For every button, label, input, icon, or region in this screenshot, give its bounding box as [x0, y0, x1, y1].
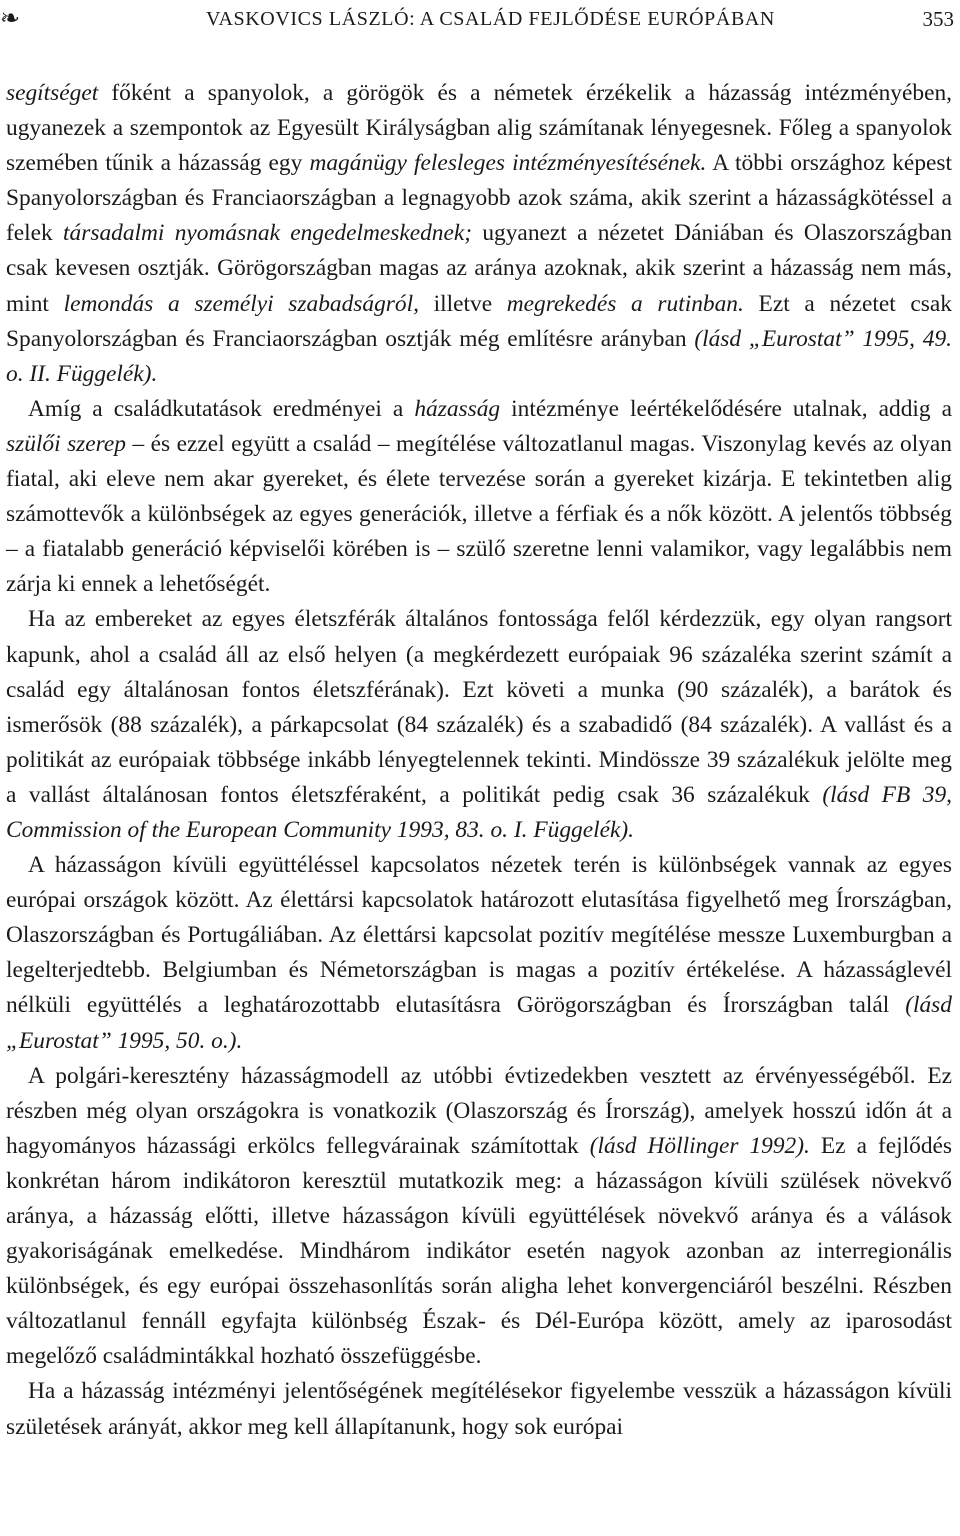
- text-run: – és ezzel együtt a család – megítélése változatlanul magas. Viszonylag kevés az olyan fiatal, aki eleve nem akar gyereket, és élete tervezése során a gyereket kizárja. E tekintetben alig számottevők a különbségek az egyes generációk, illetve a férfiak és a nők között. A jelentős többség – a fiatalabb generáció képviselői körében is – szülő szeretne lenni valamikor, vagy legalábbis nem zárja ki ennek a lehetőségét.: [6, 430, 952, 598]
- text-run: ugyanezt a nézetet Dániában és Olaszországban csak kevesen osztják. Görögországban magas az aránya azoknak, akik szerint a házasság nem más, mint: [6, 220, 953, 317]
- italic-run: (lásd Höllinger 1992).: [589, 1132, 810, 1159]
- body-text: [6, 76, 952, 1445]
- italic-run: lemondás a személyi szabadságról,: [63, 290, 419, 317]
- text-run: Amíg a családkutatások eredményei a: [28, 395, 415, 422]
- paragraph: [6, 392, 952, 603]
- italic-run: magánügy felesleges intézményesítésének.: [309, 150, 707, 177]
- italic-run: megrekedés a rutinban.: [506, 290, 744, 317]
- paragraph: [6, 1059, 952, 1375]
- paragraph: [6, 602, 952, 848]
- paragraph: [6, 1374, 952, 1444]
- text-run: Ha az embereket az egyes életszférák általános fontossága felől kérdezzük, egy olyan rangsort kapunk, ahol a család áll az első helyen (a megkérdezett európaiak 96 százaléka szerint számít a család egy általánosan fontos életszférának). Ezt követi a munka (90 százalék), a barátok és ismerősök (88 százalék), a párkapcsolat (84 százalék) és a szabadidő (84 százalék). A vallást és a politikát az európaiak többsége inkább lényegtelennek tekinti. Mindössze 39 százalékuk jelölte meg a vallást általánosan fontos életszféraként, a politikát pedig csak 36 százalékuk: [6, 606, 952, 808]
- text-run: főként a spanyolok, a görögök és a németek érzékelik a házasság intézményében, ugyanezek a szempontok az Egyesült Királyságban alig számítanak lényegesnek. Főleg a spanyolok szemében tűnik a házasság egy: [6, 80, 952, 177]
- running-header: [0, 4, 954, 34]
- running-title: VASKOVICS LÁSZLÓ: A CSALÁD FEJLŐDÉSE EURÓPÁBAN: [206, 7, 775, 30]
- italic-run: (lásd „Eurostat” 1995, 50. o.).: [6, 992, 952, 1054]
- text-run: A házasságon kívüli együttéléssel kapcsolatos nézetek terén is különbségek vannak az egyes európai országok között. Az élettársi kapcsolatok határozott elutasítása figyelhető meg Írországban, Olaszországban és Portugáliában. Az élettársi kapcsolat pozitív megítélése messze Luxemburgban a legelterjedtebb. Belgiumban és Németországban is magas a pozitív értékelése. A házasságlevél nélküli együttélés a leghatározottabb elutasításra Görögországban és Írországban talál: [6, 852, 952, 1019]
- paragraph: [6, 848, 952, 1059]
- italic-run: szülői szerep: [6, 430, 126, 457]
- italic-run: házasság: [414, 395, 501, 422]
- page-number: 353: [922, 6, 954, 31]
- fleuron-icon: ❧: [0, 6, 21, 32]
- italic-run: társadalmi nyomásnak engedelmeskednek;: [63, 220, 473, 247]
- italic-run: segítséget: [6, 80, 99, 106]
- italic-run: (lásd „Eurostat” 1995, 49. o. II. Függelék).: [6, 325, 953, 387]
- text-run: Ha a házasság intézményi jelentőségének megítélésekor figyelembe vesszük a házasságon kívüli születések arányát, akkor meg kell állapítanunk, hogy sok európai: [6, 1378, 952, 1440]
- text-run: A polgári-keresztény házasságmodell az utóbbi évtizedekben vesztett az érvényességéből. Ez részben még olyan országokra is vonatkozik (Olaszország és Írország), amelyek hosszú időn át a hagyományos házassági erkölcs fellegvárainak számítottak: [6, 1062, 952, 1159]
- italic-run: (lásd FB 39, Commission of the European Community 1993, 83. o. I. Függelék).: [6, 781, 952, 843]
- text-run: A többi országhoz képest Spanyolországban és Franciaországban a legnagyobb azok száma, akik szerint a házasságkötéssel a felek: [6, 150, 952, 247]
- text-run: Ez a fejlődés konkrétan három indikátoron keresztül mutatkozik meg: a házasságon kívüli szülések növekvő aránya, a házasság előtti, illetve házasságon kívüli együttélések növekvő aránya és a válások gyakoriságának emelkedése. Mindhárom indikátor esetén nagyok azonban az interregionális különbségek, és egy európai összehasonlítás során aligha lehet konvergenciáról beszélni. Részben változatlanul fennáll egyfajta különbség Észak- és Dél-Európa között, amely az iparosodást megelőző családmintákkal hozható összefüggésbe.: [6, 1132, 952, 1370]
- text-run: Ezt a nézetet csak Spanyolországban és Franciaországban osztják még említésre arányban: [6, 290, 952, 352]
- text-run: illetve: [418, 290, 507, 317]
- paragraph: [6, 76, 952, 392]
- text-run: intézménye leértékelődésére utalnak, addig a: [500, 395, 952, 422]
